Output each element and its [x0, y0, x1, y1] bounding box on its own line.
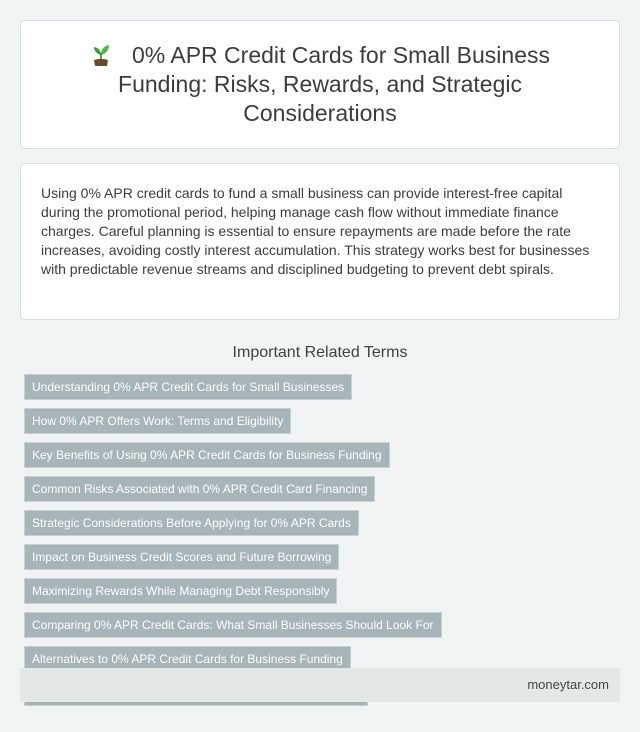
- summary-text: Using 0% APR credit cards to fund a small business can provide interest-free capital during the promotional period, helping manage cash flow without immediate finance charges. Careful planning is essential to ensure repayments are made before the rate increases, avoiding costly interest accumulation. This strategy works best for businesses with predictable revenue streams and disciplined budgeting to prevent debt spirals.: [41, 185, 590, 277]
- term-tag[interactable]: Understanding 0% APR Credit Cards for Small Businesses: [24, 374, 352, 400]
- footer-site-link[interactable]: moneytar.com: [527, 677, 609, 692]
- term-tag[interactable]: Strategic Considerations Before Applying for 0% APR Cards: [24, 510, 359, 536]
- footer: [20, 668, 620, 702]
- term-tag[interactable]: Comparing 0% APR Credit Cards: What Small Businesses Should Look For: [24, 612, 442, 638]
- title-card: [20, 20, 620, 149]
- related-terms-heading: Important Related Terms: [232, 344, 408, 361]
- related-terms-list: [20, 374, 620, 714]
- term-tag[interactable]: Alternatives to 0% APR Credit Cards for Business Funding: [24, 646, 351, 672]
- page-title: [71, 41, 569, 128]
- term-tag[interactable]: Key Benefits of Using 0% APR Credit Cards for Business Funding: [24, 442, 390, 468]
- term-tag[interactable]: Impact on Business Credit Scores and Future Borrowing: [24, 544, 339, 570]
- summary-card: [20, 163, 620, 320]
- term-tag[interactable]: Common Risks Associated with 0% APR Credit Card Financing: [24, 476, 375, 502]
- term-tag[interactable]: Maximizing Rewards While Managing Debt Responsibly: [24, 578, 337, 604]
- term-tag[interactable]: How 0% APR Offers Work: Terms and Eligibility: [24, 408, 291, 434]
- title-text: 0% APR Credit Cards for Small Business Funding: Risks, Rewards, and Strategic Considerations: [118, 42, 550, 126]
- sprout-icon: [90, 42, 112, 66]
